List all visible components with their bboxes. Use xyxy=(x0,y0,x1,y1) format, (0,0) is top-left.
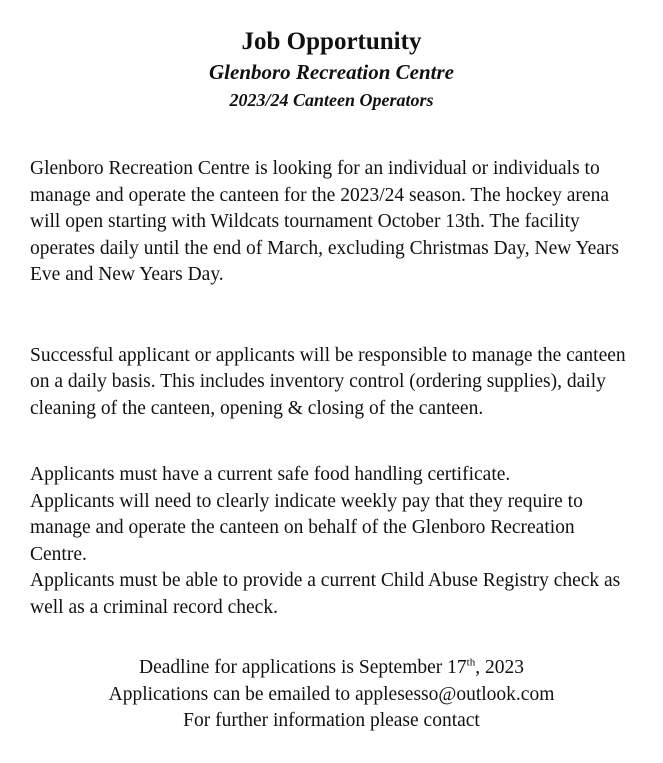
position-title: 2023/24 Canteen Operators xyxy=(229,90,434,110)
duties-paragraph: Successful applicant or applicants will be responsible to manage the canteen on a daily basis. This includes inventory control (ordering supplies), daily cleaning of the canteen, opening & closing of the canteen. xyxy=(30,344,626,419)
email-line: Applications can be emailed to applesesso@outlook.com xyxy=(108,683,555,705)
contact-line: For further information please contact xyxy=(183,710,480,731)
intro-paragraph: Glenboro Recreation Centre is looking for an individual or individuals to manage and operate the canteen for the 2023/24 season. The hockey arena will open starting with Wildcats tournament October 13th. The facility operates daily until the end of March, excluding Christmas Day, New Years Eve and New Years Day. xyxy=(30,158,620,285)
requirement-food-handling: Applicants must have a current safe food handling certificate. xyxy=(30,464,511,485)
requirements-section xyxy=(30,462,633,621)
requirement-background-checks: Applicants must be able to provide a current Child Abuse Registry check as well as a criminal record check. xyxy=(30,570,621,618)
organization-name: Glenboro Recreation Centre xyxy=(209,60,454,84)
deadline-year: , 2023 xyxy=(475,657,524,678)
deadline-line xyxy=(30,655,633,682)
requirement-weekly-pay: Applicants will need to clearly indicate weekly pay that they require to manage and operate the canteen on behalf of the Glenboro Recreation Centre. xyxy=(30,490,583,565)
deadline-ordinal: th xyxy=(466,656,476,669)
page-title: Job Opportunity xyxy=(241,28,422,55)
application-info xyxy=(30,655,633,735)
posting-header xyxy=(30,0,633,114)
deadline-text: Deadline for applications is September 17 xyxy=(139,657,467,678)
